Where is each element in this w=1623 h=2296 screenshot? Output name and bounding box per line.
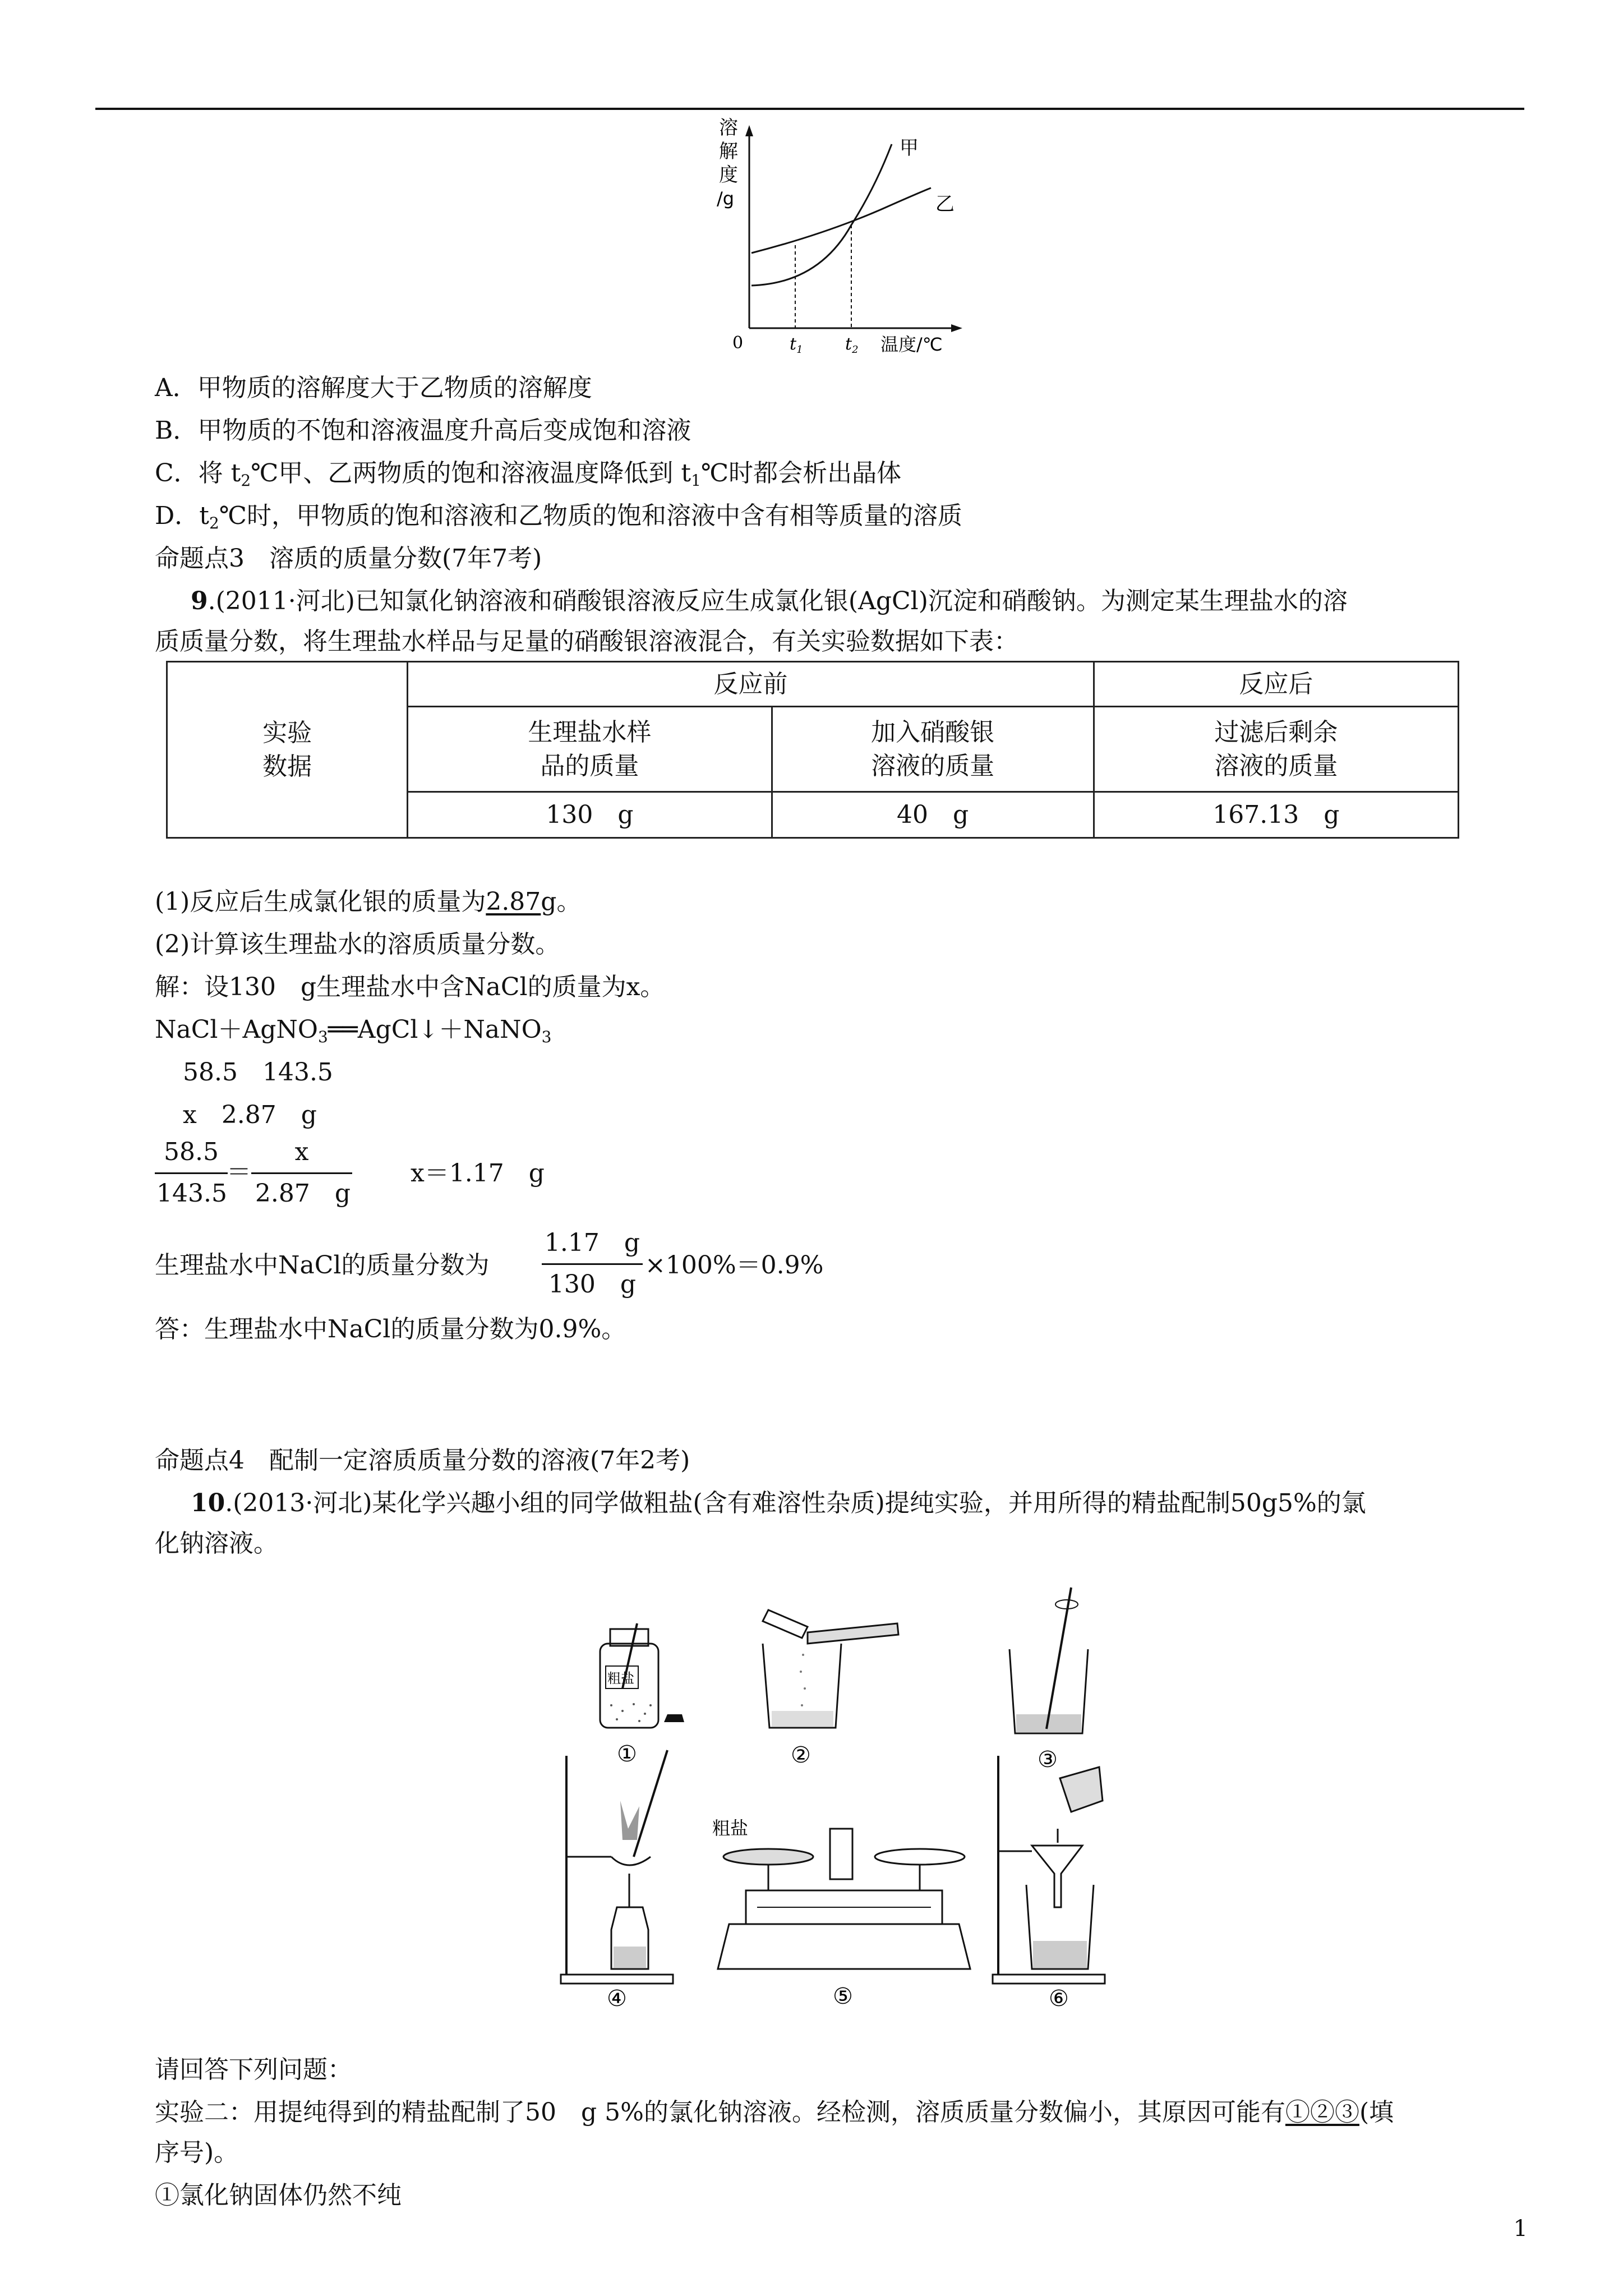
x-axis-label: 温度/℃ <box>880 334 943 355</box>
fraction-3-numerator: 1.17 g <box>544 1228 640 1257</box>
figure-label-5: ⑤ <box>833 1984 853 2008</box>
fraction-1-denominator: 143.5 <box>156 1179 227 1208</box>
col-remaining-mass: 过滤后剩余 溶液的质量 <box>1094 707 1458 792</box>
fraction-3-denominator: 130 g <box>548 1270 637 1299</box>
option-a: A．甲物质的溶解度大于乙物质的溶解度 <box>155 374 592 402</box>
experiment-2-answer: ①②③ <box>1285 2098 1359 2127</box>
solution-let: 解：设130 g生理盐水中含NaCl的质量为x。 <box>155 973 665 1001</box>
y-label-char-4: /g <box>717 188 735 209</box>
figure-2-pouring <box>751 1599 909 1773</box>
fraction-3-bar <box>542 1263 643 1265</box>
experiment-2-line-2: 序号)。 <box>155 2138 239 2167</box>
question-9-line-1: 9.(2011·河北)已知氯化钠溶液和硝酸银溶液反应生成氯化银(AgCl)沉淀和硝酸钠。为测定某生理盐水的溶 <box>191 587 1348 615</box>
t2-label: $t_2$ <box>845 334 859 356</box>
x-result: x＝1.17 g <box>411 1159 545 1188</box>
figure-6-filtration <box>987 1745 1122 2008</box>
series-jia-curve <box>751 144 892 286</box>
y-label-char-3: 度 <box>719 164 738 186</box>
question-9-line-2: 质质量分数，将生理盐水样品与足量的硝酸银溶液混合，有关实验数据如下表： <box>155 627 1018 656</box>
svg-text:粗盐: 粗盐 <box>712 1818 749 1839</box>
part-1: (1)反应后生成氯化银的质量为2.87g。 <box>155 887 582 916</box>
figure-label-1: ① <box>617 1741 637 1767</box>
t1-label: $t_1$ <box>790 334 803 356</box>
x-axis-arrow <box>951 324 962 332</box>
figure-label-3: ③ <box>1038 1747 1058 1773</box>
solution-answer: 答：生理盐水中NaCl的质量分数为0.9%。 <box>155 1315 626 1343</box>
svg-text:粗盐: 粗盐 <box>607 1671 634 1686</box>
y-axis-arrow <box>745 125 753 136</box>
questions-intro: 请回答下列问题： <box>155 2055 352 2084</box>
part-2: (2)计算该生理盐水的溶质质量分数。 <box>155 930 560 959</box>
solubility-chart <box>707 115 998 362</box>
figure-4-evaporation <box>555 1745 690 2008</box>
question-10-line-2: 化钠溶液。 <box>155 1529 278 1558</box>
percentage-prefix: 生理盐水中NaCl的质量分数为 <box>155 1251 490 1280</box>
fraction-2-numerator: x <box>294 1138 309 1166</box>
y-label-char-2: 解 <box>719 140 738 163</box>
series-yi-label: 乙 <box>935 193 955 215</box>
reason-1: ①氯化钠固体仍然不纯 <box>155 2181 402 2210</box>
question-10-line-1: 10.(2013·河北)某化学兴趣小组的同学做粗盐(含有难溶性杂质)提纯实验，并用所得的精盐配制50g5%的氯 <box>191 1489 1366 1517</box>
topic-4-heading: 命题点4 配制一定溶质质量分数的溶液(7年2考) <box>155 1446 690 1475</box>
fraction-1-bar <box>155 1172 228 1174</box>
col-sample-mass: 生理盐水样 品的质量 <box>408 707 772 792</box>
molar-masses: 58.5 143.5 <box>183 1058 333 1087</box>
topic-3-heading: 命题点3 溶质的质量分数(7年7考) <box>155 544 542 573</box>
col-silver-nitrate-mass: 加入硝酸银 溶液的质量 <box>772 707 1094 792</box>
fraction-2-bar <box>251 1172 352 1174</box>
option-d: D．$t_2℃$时，甲物质的饱和溶液和乙物质的饱和溶液中含有相等质量的溶质 <box>155 501 963 532</box>
known-masses: x 2.87 g <box>183 1101 317 1129</box>
experiment-data-table <box>166 661 1459 839</box>
equals-sign: ＝ <box>227 1158 251 1186</box>
figure-label-6: ⑥ <box>1049 1986 1069 2008</box>
fraction-1-numerator: 58.5 <box>164 1138 219 1166</box>
part-1-answer: 2.87 <box>486 887 541 916</box>
figure-5-balance <box>712 1812 976 2008</box>
experiment-2-line-1: 实验二：用提纯得到的精盐配制了50 g 5%的氯化钠溶液。经检测，溶质质量分数偏小，其原因可能有①②③(填 <box>155 2098 1394 2127</box>
value-sample-mass: 130 g <box>408 792 772 838</box>
page-number: 1 <box>1513 2216 1528 2242</box>
chemical-equation: NaCl＋AgNO$_3$══AgCl↓＋NaNO$_3$ <box>155 1015 552 1046</box>
origin-label: 0 <box>732 333 744 353</box>
series-yi-curve <box>751 188 931 253</box>
fraction-2-denominator: 2.87 g <box>255 1179 351 1208</box>
header-rule <box>95 108 1524 110</box>
option-c: C．将 $t_2℃$甲、乙两物质的饱和溶液温度降低到 $t_1℃$时都会析出晶体 <box>155 459 902 490</box>
percentage-suffix: ×100%＝0.9% <box>645 1251 824 1280</box>
y-label-char-1: 溶 <box>719 117 738 139</box>
row-header-cell: 实验 数据 <box>167 662 408 838</box>
header-before: 反应前 <box>408 662 1094 707</box>
figure-label-4: ④ <box>607 1986 627 2008</box>
header-after: 反应后 <box>1094 662 1458 707</box>
value-remaining-mass: 167.13 g <box>1094 792 1458 838</box>
figure-label-2: ② <box>791 1742 811 1768</box>
value-silver-nitrate-mass: 40 g <box>772 792 1094 838</box>
figure-3-stirring <box>998 1582 1110 1773</box>
series-jia-label: 甲 <box>900 137 919 159</box>
option-b: B．甲物质的不饱和溶液温度升高后变成饱和溶液 <box>155 416 691 445</box>
